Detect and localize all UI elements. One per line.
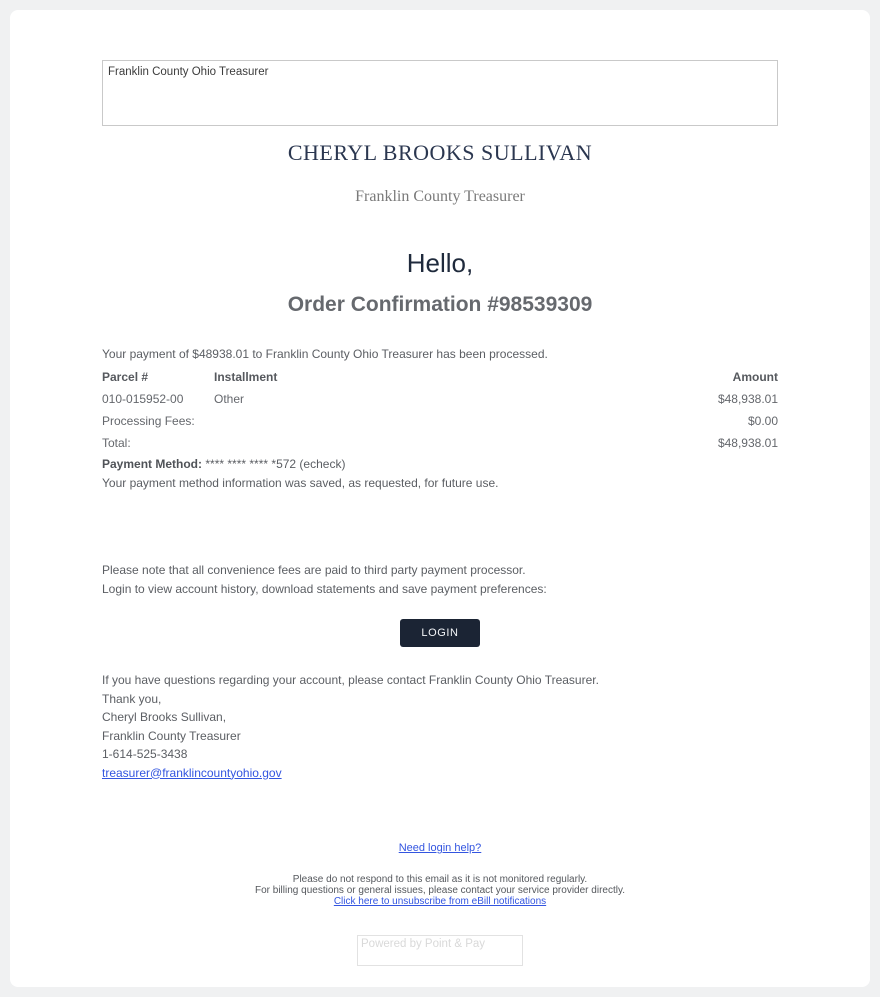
total-label: Total: <box>102 436 131 450</box>
powered-by-text: Powered by Point & Pay <box>361 938 486 950</box>
table-header-row <box>102 370 778 385</box>
contact-signature-name: Cheryl Brooks Sullivan, <box>102 710 227 724</box>
contact-email-link[interactable]: treasurer@franklincountyohio.gov <box>102 765 282 780</box>
convenience-fees-note: Please note that all convenience fees are paid to third party payment processor. <box>102 563 526 577</box>
login-benefits-note: Login to view account history, download statements and save payment preferences: <box>102 582 547 596</box>
processing-fees-value: $0.00 <box>747 414 778 428</box>
email-card <box>10 10 870 987</box>
table-row <box>102 392 778 407</box>
cell-installment: Other <box>214 392 245 406</box>
processing-fees-row <box>102 414 778 429</box>
total-value: $48,938.01 <box>717 436 778 450</box>
powered-by-container <box>102 934 778 966</box>
footer-fine-print <box>102 874 778 907</box>
login-button-container <box>102 619 778 647</box>
contact-signature-title: Franklin County Treasurer <box>102 728 241 743</box>
login-help-container <box>102 842 778 854</box>
powered-by-box <box>357 935 523 966</box>
contact-questions-line: If you have questions regarding your account, please contact Franklin County Ohio Treasurer. <box>102 673 599 687</box>
sender-name: Franklin County Ohio Treasurer <box>108 66 269 78</box>
header-parcel: Parcel # <box>102 370 149 384</box>
email-content <box>102 10 778 966</box>
unsubscribe-link[interactable]: Click here to unsubscribe from eBill notifications <box>333 896 547 907</box>
treasurer-title-subheading: Franklin County Treasurer <box>355 188 525 205</box>
contact-block <box>102 671 778 782</box>
contact-thanks-line: Thank you, <box>102 691 162 706</box>
payment-method-line <box>102 457 778 472</box>
payment-table <box>102 370 778 451</box>
contact-phone: 1-614-525-3438 <box>102 747 188 761</box>
processing-fees-label: Processing Fees: <box>102 414 195 428</box>
payment-saved-note: Your payment method information was saved, as requested, for future use. <box>102 476 499 490</box>
payment-method-value: **** **** **** *572 (echeck) <box>205 457 346 471</box>
treasurer-name-heading: CHERYL BROOKS SULLIVAN <box>287 140 593 165</box>
header-installment: Installment <box>214 370 278 384</box>
payment-method-label: Payment Method: <box>102 457 203 471</box>
no-reply-line-2: For billing questions or general issues, please contact your service provider directly. <box>255 885 625 896</box>
payment-processed-note: Your payment of $48938.01 to Franklin County Ohio Treasurer has been processed. <box>102 347 548 361</box>
header-amount: Amount <box>732 370 778 384</box>
login-button[interactable]: LOGIN <box>400 619 479 647</box>
order-confirmation-heading: Order Confirmation #98539309 <box>287 293 593 316</box>
total-row <box>102 436 778 451</box>
cell-parcel: 010-015952-00 <box>102 392 184 406</box>
cell-amount: $48,938.01 <box>717 392 778 406</box>
need-login-help-link[interactable]: Need login help? <box>398 842 482 854</box>
sender-box <box>102 60 778 126</box>
greeting-heading: Hello, <box>406 248 474 278</box>
no-reply-line-1: Please do not respond to this email as it is not monitored regularly. <box>292 874 588 885</box>
